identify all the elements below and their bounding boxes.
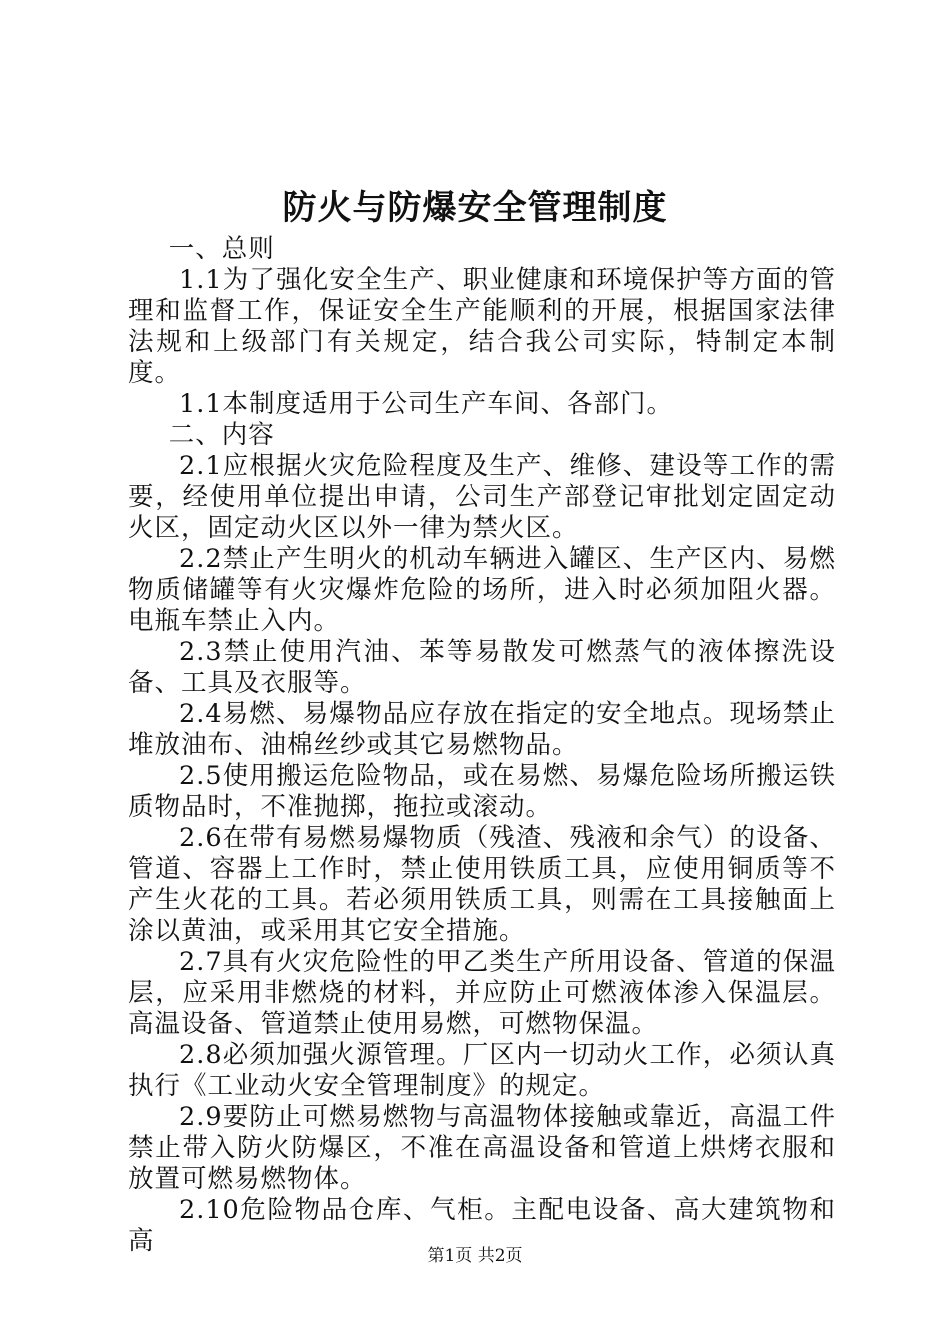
paragraph-2-4: 2.4易燃、易爆物品应存放在指定的安全地点。现场禁止堆放油布、油棉丝纱或其它易燃物品。 (128, 699, 836, 760)
section-heading-content: 二、内容 (168, 420, 275, 450)
paragraph-2-7: 2.7具有火灾危险性的甲乙类生产所用设备、管道的保温层，应采用非燃烧的材料，并应防止可燃液体渗入保温层。高温设备、管道禁止使用易燃，可燃物保温。 (128, 947, 836, 1039)
document-title: 防火与防爆安全管理制度 (282, 188, 668, 228)
paragraph-1-1-scope: 1.1本制度适用于公司生产车间、各部门。 (179, 389, 674, 419)
paragraph-2-2: 2.2禁止产生明火的机动车辆进入罐区、生产区内、易燃物质储罐等有火灾爆炸危险的场所，进入时必须加阻火器。电瓶车禁止入内。 (128, 544, 836, 636)
paragraph-2-3: 2.3禁止使用汽油、苯等易散发可燃蒸气的液体擦洗设备、工具及衣服等。 (128, 637, 836, 698)
paragraph-2-10: 2.10危险物品仓库、气柜。主配电设备、高大建筑物和高 (128, 1195, 836, 1256)
paragraph-2-1: 2.1应根据火灾危险程度及生产、维修、建设等工作的需要，经使用单位提出申请，公司生产部登记审批划定固定动火区，固定动火区以外一律为禁火区。 (128, 451, 836, 543)
paragraph-2-6: 2.6在带有易燃易爆物质（残渣、残液和余气）的设备、管道、容器上工作时，禁止使用铁质工具，应使用铜质等不产生火花的工具。若必须用铁质工具，则需在工具接触面上涂以黄油，或采用其它安全措施。 (128, 823, 836, 946)
document-body (128, 234, 836, 1257)
paragraph-2-5: 2.5使用搬运危险物品，或在易燃、易爆危险场所搬运铁质物品时，不准抛掷，拖拉或滚动。 (128, 761, 836, 822)
paragraph-2-8: 2.8必须加强火源管理。厂区内一切动火工作，必须认真执行《工业动火安全管理制度》的规定。 (128, 1040, 836, 1101)
section-heading-general: 一、总则 (168, 234, 275, 264)
paragraph-2-9: 2.9要防止可燃易燃物与高温物体接触或靠近，高温工件禁止带入防火防爆区，不准在高温设备和管道上烘烤衣服和放置可燃易燃物体。 (128, 1102, 836, 1194)
page-number-footer: 第1页 共2页 (427, 1246, 523, 1266)
paragraph-1-1-purpose: 1.1为了强化安全生产、职业健康和环境保护等方面的管理和监督工作，保证安全生产能顺利的开展，根据国家法律法规和上级部门有关规定，结合我公司实际，特制定本制度。 (128, 265, 836, 388)
